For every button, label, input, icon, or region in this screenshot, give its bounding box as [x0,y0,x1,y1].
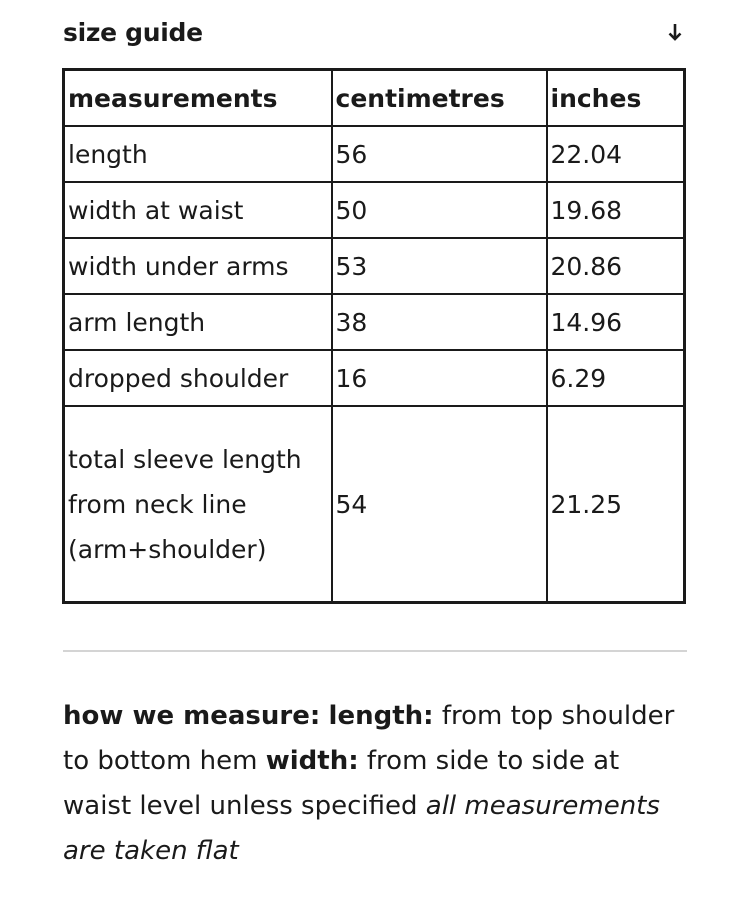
table-row [64,126,685,182]
measurement-cell: width under arms [64,238,332,294]
measurement-cell: dropped shoulder [64,350,332,406]
flat-footnote: all measurements are taken flat [63,791,660,866]
table-row [64,350,685,406]
inches-cell: 19.68 [547,182,685,238]
table-row [64,406,685,603]
centimetres-cell: 16 [332,350,547,406]
width-label: width: [265,746,359,776]
length-label: length: [328,701,434,731]
centimetres-cell: 53 [332,238,547,294]
note-heading: how we measure: [63,701,321,731]
measurement-cell: total sleeve length from neck line (arm+shoulder) [64,406,332,603]
inches-cell: 6.29 [547,350,685,406]
inches-cell: 20.86 [547,238,685,294]
table-row [64,182,685,238]
inches-cell: 22.04 [547,126,685,182]
measurement-cell: length [64,126,332,182]
arrow-down-icon[interactable] [663,18,687,46]
inches-cell: 21.25 [547,406,685,603]
centimetres-cell: 56 [332,126,547,182]
width-text: from side to side at waist level unless specified [63,746,620,821]
length-text: from top shoulder to bottom hem [63,701,675,776]
column-header-inches: inches [547,70,685,127]
table-row [64,294,685,350]
table-row [64,238,685,294]
size-guide-toggle[interactable] [63,12,687,52]
centimetres-cell: 50 [332,182,547,238]
column-header-centimetres: centimetres [332,70,547,127]
measurement-cell: width at waist [64,182,332,238]
centimetres-cell: 38 [332,294,547,350]
table-header-row [64,70,685,127]
size-table [62,68,686,604]
inches-cell: 14.96 [547,294,685,350]
measure-note [63,694,693,874]
column-header-measurements: measurements [64,70,332,127]
measurement-cell: arm length [64,294,332,350]
size-guide-title: size guide [63,17,203,47]
section-divider [63,650,687,652]
centimetres-cell: 54 [332,406,547,603]
